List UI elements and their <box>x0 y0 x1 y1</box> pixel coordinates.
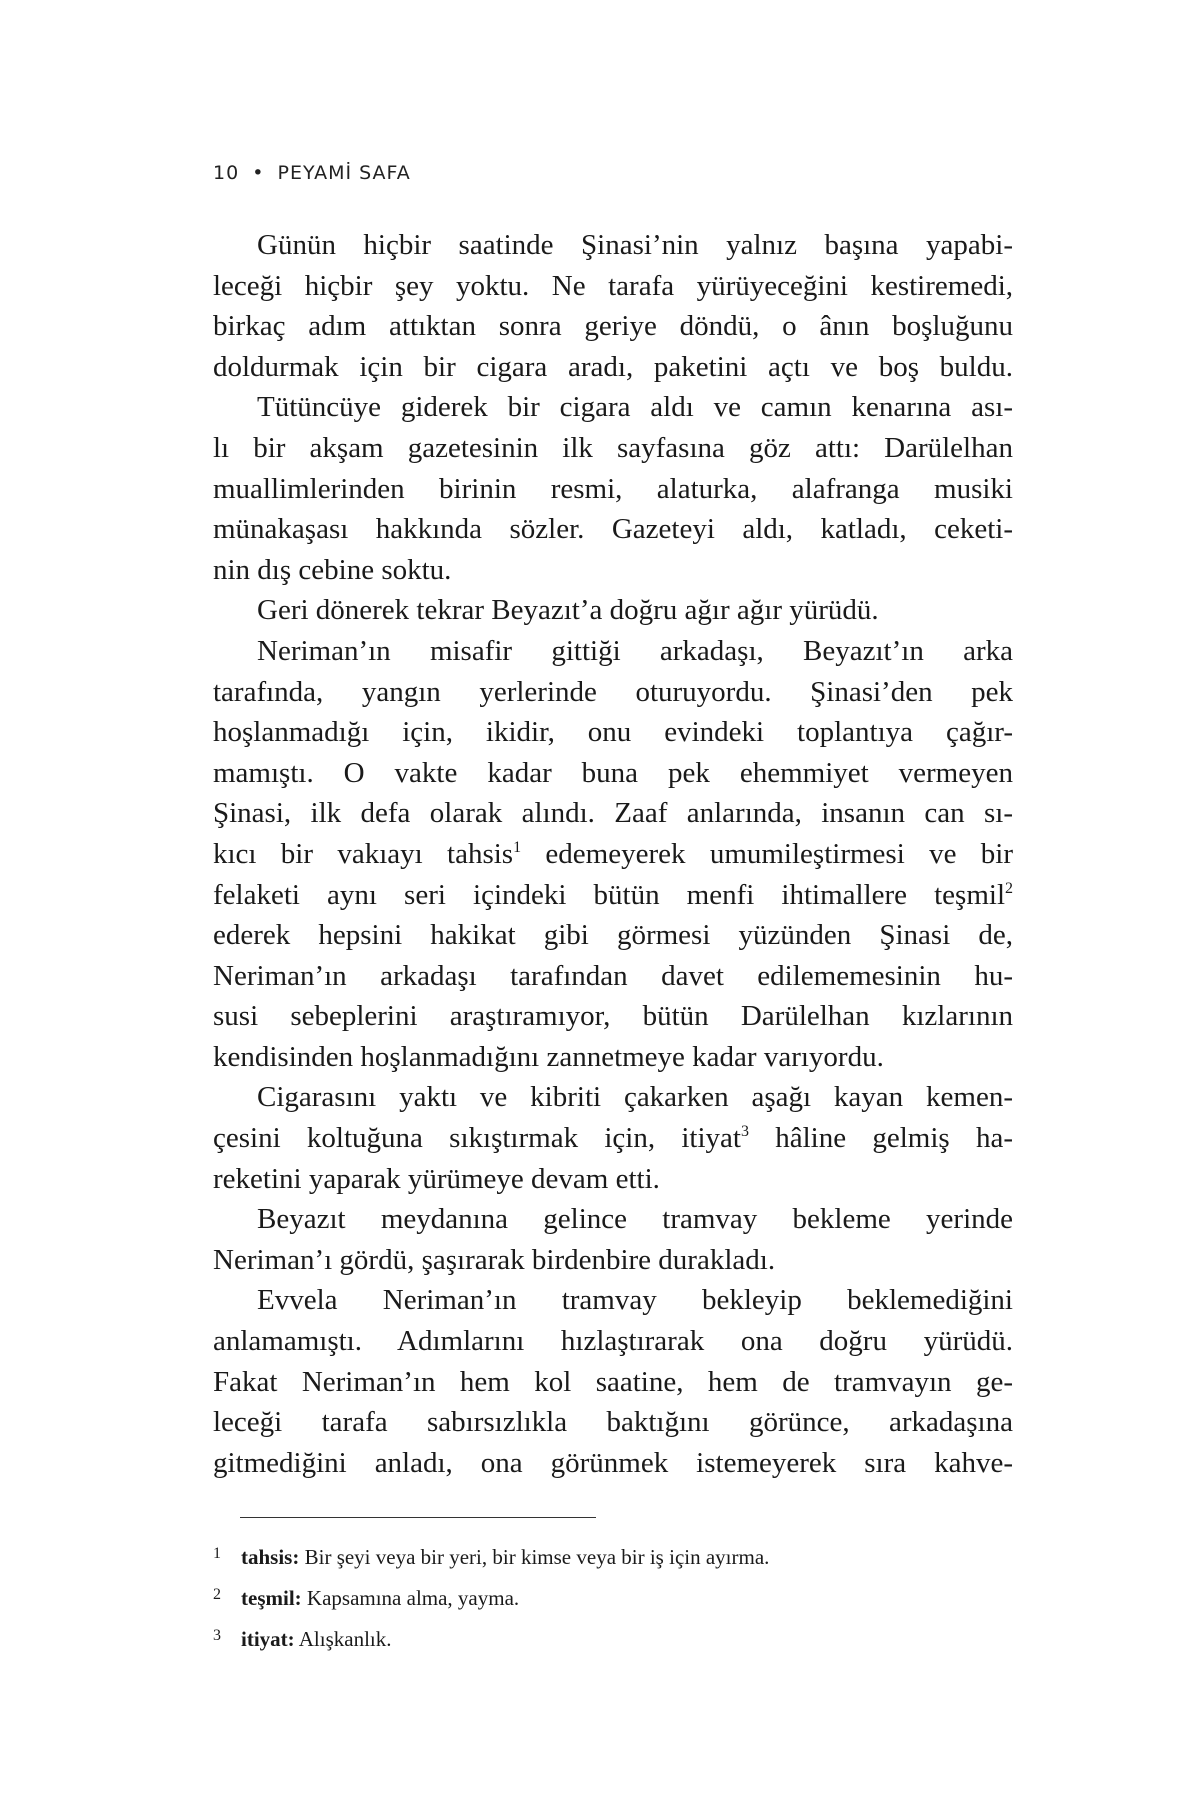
running-head-separator: • <box>252 162 265 184</box>
footnote-marker: 2 <box>1005 879 1013 897</box>
footnote-number: 1 <box>213 1545 221 1562</box>
text-line: Şinasi, ilk defa olarak alındı. Zaaf anlarında, insanın can sı- <box>213 797 1013 830</box>
footnote <box>213 1535 1013 1576</box>
text-line: gitmediğini anladı, ona görünmek istemeyerek sıra kahve- <box>213 1446 1013 1479</box>
text-line: münakaşası hakkında sözler. Gazeteyi aldı, katladı, ceketi- <box>213 513 1013 546</box>
text-line: Tütüncüye giderek bir cigara aldı ve camın kenarına ası- <box>257 391 1013 424</box>
text-line: birkaç adım attıktan sonra geriye döndü, o ânın boşluğunu <box>213 310 1013 343</box>
text-line: Geri dönerek tekrar Beyazıt’a doğru ağır ağır yürüdü. <box>257 594 879 627</box>
footnote <box>213 1617 1013 1658</box>
footnote-definition: Bir şeyi veya bir yeri, bir kimse veya bir iş için ayırma. <box>304 1545 770 1569</box>
text-line: Fakat Neriman’ın hem kol saatine, hem de tramvayın ge- <box>213 1365 1013 1398</box>
text-line: nin dış cebine soktu. <box>213 553 452 586</box>
footnotes <box>213 1535 1013 1658</box>
text-line: lı bir akşam gazetesinin ilk sayfasına göz attı: Darülelhan <box>213 431 1013 464</box>
page-number: 10 <box>213 162 240 184</box>
text-line: ederek hepsini hakikat gibi görmesi yüzünden Şinasi de, <box>213 919 1013 952</box>
text-line: Cigarasını yaktı ve kibriti çakarken aşağı kayan kemen- <box>257 1081 1013 1114</box>
footnote-marker: 3 <box>740 1123 749 1141</box>
body-text <box>213 225 1013 1483</box>
footnote-separator <box>240 1517 596 1518</box>
text-line: susi sebeplerini araştıramıyor, bütün Darülelhan kızlarının <box>213 1000 1013 1033</box>
text-line: muallimlerinden birinin resmi, alaturka, alafranga musiki <box>213 472 1013 505</box>
text-line-with-footnote: felaketi aynı seri içindeki bütün menfi ihtimallere teşmil$^2$ <box>213 878 1013 911</box>
text-line: Neriman’ın misafir gittiği arkadaşı, Beyazıt’ın arka <box>257 634 1013 667</box>
footnote-number: 2 <box>213 1586 221 1603</box>
footnote-number: 3 <box>213 1627 221 1644</box>
text-line: mamıştı. O vakte kadar buna pek ehemmiyet vermeyen <box>213 756 1013 789</box>
text-line: Evvela Neriman’ın tramvay bekleyip beklemediğini <box>257 1284 1013 1317</box>
footnote-term: itiyat: <box>241 1627 295 1651</box>
text-line: anlamamıştı. Adımlarını hızlaştırarak ona doğru yürüdü. <box>213 1325 1013 1358</box>
author-name: PEYAMİ SAFA <box>277 162 411 184</box>
footnote-term: tahsis: <box>241 1545 300 1569</box>
text-line: Beyazıt meydanına gelince tramvay bekleme yerinde <box>257 1203 1013 1236</box>
running-head <box>213 162 411 184</box>
text-line: doldurmak için bir cigara aradı, paketini açtı ve boş buldu. <box>213 350 1013 383</box>
text-line: leceği tarafa sabırsızlıkla baktığını görünce, arkadaşına <box>213 1406 1013 1439</box>
text-line-with-footnote: çesini koltuğuna sıkıştırmak için, itiyat$^3$ hâline gelmiş ha- <box>213 1122 1013 1155</box>
text-line: hoşlanmadığı için, ikidir, onu evindeki toplantıya çağır- <box>213 716 1013 749</box>
text-line-with-footnote: kıcı bir vakıayı tahsis$^1$ edemeyerek umumileştirmesi ve bir <box>213 837 1013 870</box>
text-line: Neriman’ın arkadaşı tarafından davet edilememesinin hu- <box>213 959 1013 992</box>
footnote-marker: 1 <box>513 838 522 856</box>
text-line: reketini yaparak yürümeye devam etti. <box>213 1162 660 1195</box>
text-line: tarafında, yangın yerlerinde oturuyordu. Şinasi’den pek <box>213 675 1013 708</box>
footnote-term: teşmil: <box>241 1586 302 1610</box>
text-line: Neriman’ı gördü, şaşırarak birdenbire durakladı. <box>213 1243 776 1276</box>
footnote <box>213 1576 1013 1617</box>
text-line: kendisinden hoşlanmadığını zannetmeye kadar varıyordu. <box>213 1040 884 1073</box>
text-line: Günün hiçbir saatinde Şinasi’nin yalnız başına yapabi- <box>257 229 1013 261</box>
text-line: leceği hiçbir şey yoktu. Ne tarafa yürüyeceğini kestiremedi, <box>213 269 1013 302</box>
footnote-definition: Alışkanlık. <box>298 1627 392 1651</box>
footnote-definition: Kapsamına alma, yayma. <box>306 1586 520 1610</box>
